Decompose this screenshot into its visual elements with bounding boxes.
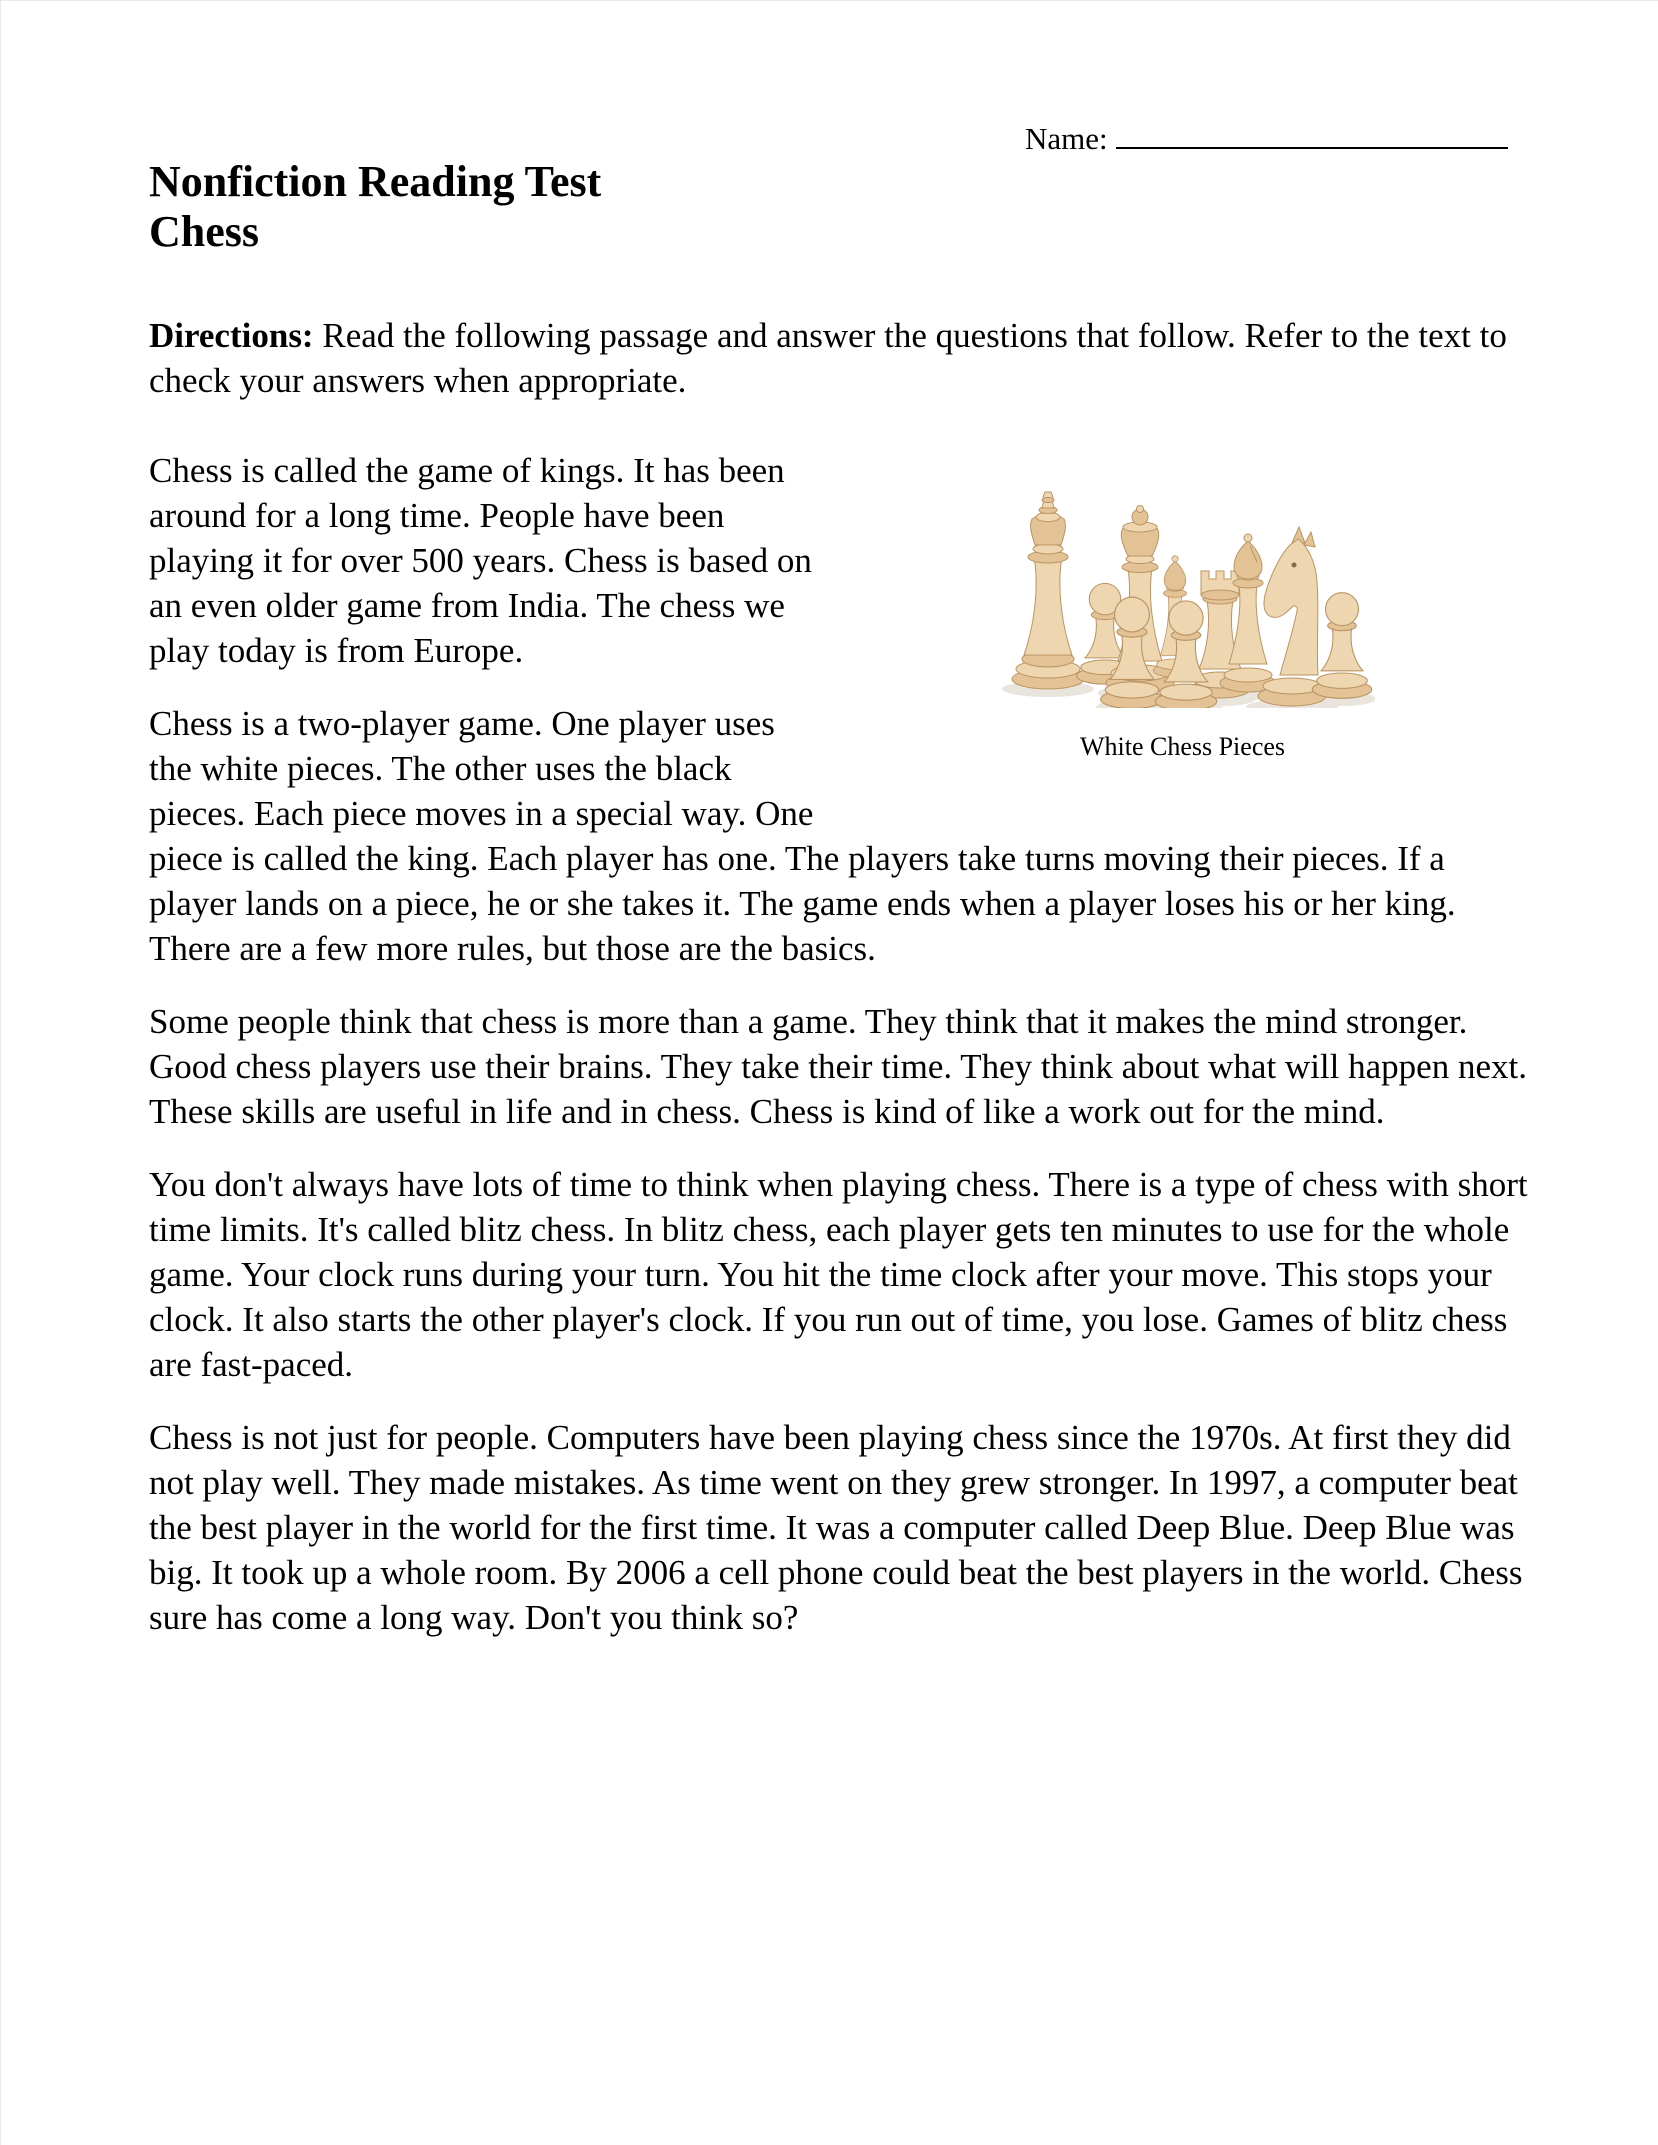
chess-photo-figure — [818, 463, 1528, 762]
passage-paragraph-3: Some people think that chess is more than a game. They think that it makes the mind stronger. Good chess players use their brains. They take their time. They think about what will happen next. These skills are useful in life and in chess. Chess is kind of like a work out for the mind. — [149, 1002, 1527, 1131]
directions-text: Read the following passage and answer the questions that follow. Refer to the text to check your answers when appropriate. — [149, 316, 1507, 400]
page-title: Nonfiction Reading Test — [149, 157, 602, 206]
directions-paragraph — [149, 313, 1528, 403]
directions-label: Directions: — [149, 316, 314, 355]
passage-paragraph-1: Chess is called the game of kings. It has been around for a long time. People have been playing it for over 500 years. Chess is based on an even older game from India. The chess we play today is from Europe. — [149, 451, 812, 670]
passage-paragraph-4: You don't always have lots of time to think when playing chess. There is a type of chess with short time limits. It's called blitz chess. In blitz chess, each player gets ten minutes to use for the whole game. Your clock runs during your turn. You hit the time clock after your move. This stops your clock. It also starts the other player's clock. If you run out of time, you lose. Games of blitz chess are fast-paced. — [149, 1165, 1528, 1384]
name-field-row — [1025, 113, 1508, 157]
pawn-piece — [1312, 593, 1371, 699]
name-label: Name: — [1025, 121, 1108, 156]
white-chess-pieces-photo — [990, 463, 1375, 708]
king-piece — [1012, 492, 1084, 689]
chess-pieces-illustration — [990, 463, 1375, 708]
passage-paragraph-2: Chess is a two-player game. One player uses the white pieces. The other uses the black pieces. Each piece moves in a special way. One piece is called the king. Each player has one. The players take turns moving their pieces. If a player lands on a piece, he or she takes it. The game ends when a player loses his or her king. There are a few more rules, but those are the basics. — [149, 704, 1456, 968]
figure-caption: White Chess Pieces — [1079, 732, 1286, 761]
reading-passage — [149, 448, 1528, 1640]
page-content — [1, 1, 1658, 1640]
name-underline — [1116, 113, 1508, 149]
page-subtitle: Chess — [149, 207, 260, 256]
passage-paragraph-5: Chess is not just for people. Computers have been playing chess since the 1970s. At first they did not play well. They made mistakes. As time went on they grew stronger. In 1997, a computer beat the best player in the world for the first time. It was a computer called Deep Blue. Deep Blue was big. It took up a whole room. By 2006 a cell phone could beat the best players in the world. Chess sure has come a long way. Don't you think so? — [149, 1418, 1523, 1637]
